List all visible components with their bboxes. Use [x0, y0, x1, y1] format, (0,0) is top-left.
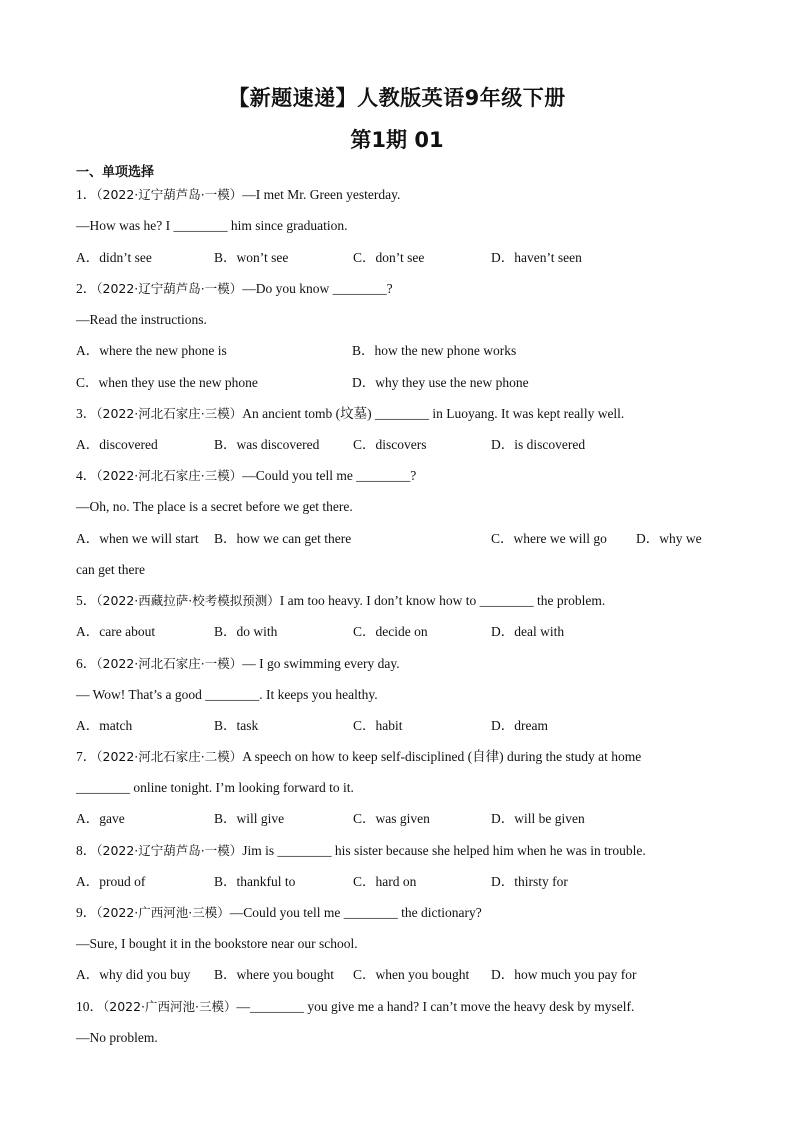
question-8 [76, 842, 646, 860]
question-number: 10． [76, 999, 103, 1014]
question-5 [76, 592, 605, 610]
question-source: （2022·河北石家庄·一模） [96, 656, 243, 671]
option-b: B．where you bought [214, 967, 334, 982]
question-stem: —________ you give me a hand? I can’t move the heavy desk by myself. [236, 999, 635, 1014]
question-source: （2022·河北石家庄·三模） [96, 468, 243, 483]
option-b: B．will give [214, 811, 285, 826]
question-line: — Wow! That’s a good ________. It keeps you healthy. [76, 687, 378, 702]
option-a: A．why did you buy [76, 967, 191, 982]
question-stem: Jim is ________ his sister because she helped him when he was in trouble. [242, 843, 646, 858]
option-c: C．hard on [353, 874, 417, 889]
question-number: 5． [76, 593, 97, 608]
option-a: A．gave [76, 811, 125, 826]
question-line: —Oh, no. The place is a secret before we get there. [76, 499, 353, 514]
option-d: D．why they use the new phone [352, 375, 529, 390]
question-9 [76, 904, 482, 922]
question-number: 7． [76, 749, 97, 764]
question-stem: — I go swimming every day. [242, 656, 400, 671]
question-source: （2022·河北石家庄·二模） [96, 749, 243, 764]
option-d: D．dream [491, 718, 548, 733]
option-d-continuation: can get there [76, 562, 145, 577]
option-d: D．haven’t seen [491, 250, 582, 265]
question-7 [76, 748, 641, 766]
option-c: C．when you bought [353, 967, 470, 982]
option-a: A．care about [76, 624, 156, 639]
question-number: 1． [76, 187, 97, 202]
option-a: A．match [76, 718, 133, 733]
option-a: A．when we will start [76, 531, 199, 546]
option-b: B．was discovered [214, 437, 320, 452]
option-c: C．where we will go [491, 531, 607, 546]
option-a: A．where the new phone is [76, 343, 227, 358]
question-line: —Read the instructions. [76, 312, 207, 327]
question-source: （2022·辽宁葫芦岛·一模） [96, 187, 243, 202]
question-stem: —Could you tell me ________? [242, 468, 417, 483]
question-source: （2022·河北石家庄·三模） [96, 406, 243, 421]
option-d: D．deal with [491, 624, 565, 639]
question-line: —Sure, I bought it in the bookstore near our school. [76, 936, 358, 951]
question-4 [76, 467, 416, 485]
question-source: （2022·辽宁葫芦岛·一模） [96, 843, 243, 858]
question-stem: A speech on how to keep self-disciplined (自律) during the study at home [242, 749, 642, 764]
option-d: D．will be given [491, 811, 585, 826]
question-stem: I am too heavy. I don’t know how to ________ the problem. [279, 593, 606, 608]
option-c: C．was given [353, 811, 430, 826]
option-b: B．how the new phone works [352, 343, 517, 358]
option-d: D．how much you pay for [491, 967, 637, 982]
question-source: （2022·西藏拉萨·校考模拟预测） [96, 593, 280, 608]
option-c: C．don’t see [353, 250, 425, 265]
question-number: 9． [76, 905, 97, 920]
document-subtitle: 第1期 01 [350, 128, 444, 152]
question-2 [76, 280, 393, 298]
option-b: B．task [214, 718, 259, 733]
option-b: B．do with [214, 624, 278, 639]
option-d: D．thirsty for [491, 874, 568, 889]
question-line: ________ online tonight. I’m looking forward to it. [76, 780, 354, 795]
question-source: （2022·广西河池·三模） [103, 999, 237, 1014]
option-a: A．didn’t see [76, 250, 152, 265]
question-stem: An ancient tomb (坟墓) ________ in Luoyang. It was kept really well. [242, 406, 625, 421]
question-stem: —Could you tell me ________ the dictionary? [229, 905, 482, 920]
option-a: A．proud of [76, 874, 146, 889]
question-line: —How was he? I ________ him since graduation. [76, 218, 348, 233]
question-number: 6． [76, 656, 97, 671]
question-number: 8． [76, 843, 97, 858]
option-a: A．discovered [76, 437, 158, 452]
question-number: 3． [76, 406, 97, 421]
question-6 [76, 655, 400, 673]
option-d: D．why we [636, 531, 702, 546]
question-stem: —I met Mr. Green yesterday. [242, 187, 401, 202]
question-number: 4． [76, 468, 97, 483]
document-title: 【新题速递】人教版英语9年级下册 [228, 86, 566, 110]
option-b: B．thankful to [214, 874, 296, 889]
question-3 [76, 405, 624, 423]
question-number: 2． [76, 281, 97, 296]
question-10 [76, 998, 634, 1016]
option-b: B．how we can get there [214, 531, 352, 546]
question-stem: —Do you know ________? [242, 281, 393, 296]
option-c: C．decide on [353, 624, 428, 639]
option-d: D．is discovered [491, 437, 586, 452]
option-c: C．discovers [353, 437, 427, 452]
option-c: C．when they use the new phone [76, 375, 258, 390]
question-line: —No problem. [76, 1030, 158, 1045]
option-c: C．habit [353, 718, 403, 733]
question-1 [76, 186, 400, 204]
option-b: B．won’t see [214, 250, 289, 265]
question-source: （2022·广西河池·三模） [96, 905, 230, 920]
section-title: 一、单项选择 [76, 165, 155, 180]
question-source: （2022·辽宁葫芦岛·一模） [96, 281, 243, 296]
